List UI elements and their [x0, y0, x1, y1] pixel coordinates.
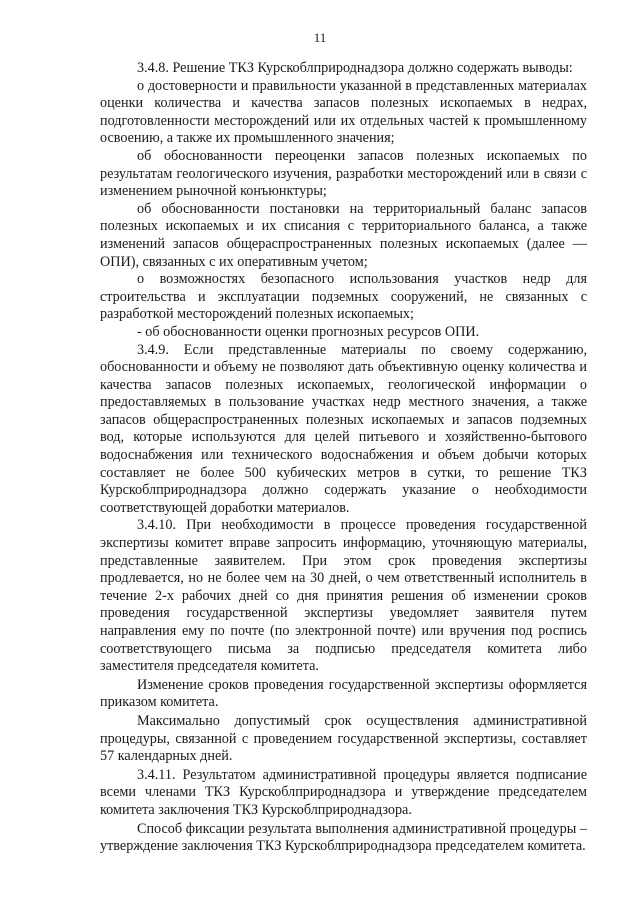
paragraph-3-4-11: 3.4.11. Результатом административной процедуры является подписание всеми членами ТКЗ Курскоблприроднадзора и утверждение председателем комитета заключения ТКЗ Курскоблприроднадзора.: [100, 766, 587, 818]
page-number: 11: [313, 30, 327, 45]
paragraph-conclusion-balance: об обоснованности постановки на территориальный баланс запасов полезных ископаемых и их списания с территориального баланса, а также изменений запасов общераспространенных полезных ископаемых (далее — ОПИ), связанных с их оперативным учетом;: [100, 200, 587, 270]
paragraph-3-4-9: 3.4.9. Если представленные материалы по своему содержанию, обоснованности и объему не позволяют дать объективную оценку количества и качества запасов полезных ископаемых, геологической информации о предоставляемых в пользование участках недр местного значения, а также запасов общераспространенных полезных ископаемых и запасов подземных вод, которые используются для целей питьевого и хозяйственно-бытового водоснабжения или технического водоснабжения и объем добычи которых составляет не более 500 кубических метров в сутки, то решение ТКЗ Курскоблприроднадзора должно содержать указание о необходимости соответствующей доработки материалов.: [100, 341, 587, 516]
paragraph-conclusion-reassessment: об обоснованности переоценки запасов полезных ископаемых по результатам геологического изучения, разработки месторождений или в связи с изменением рыночной конъюнктуры;: [100, 147, 587, 200]
paragraph-max-term: Максимально допустимый срок осуществления административной процедуры, связанной с проведением государственной экспертизы, составляет 57 календарных дней.: [100, 712, 587, 765]
paragraph-term-change: Изменение сроков проведения государственной экспертизы оформляется приказом комитета.: [100, 676, 587, 711]
paragraph-conclusion-forecast-resources: - об обоснованности оценки прогнозных ресурсов ОПИ.: [137, 323, 480, 340]
document-body: [100, 60, 587, 856]
paragraph-conclusion-reliability: о достоверности и правильности указанной в представленных материалах оценки количества и качества запасов полезных ископаемых в недрах, подготовленности месторождений или их отдельных частей к промышленному освоению, а также их промышленного значения;: [100, 77, 587, 147]
paragraph-conclusion-underground-use: о возможностях безопасного использования участков недр для строительства и эксплуатации подземных сооружений, не связанных с разработкой месторождений полезных ископаемых;: [100, 271, 587, 323]
paragraph-3-4-8: 3.4.8. Решение ТКЗ Курскоблприроднадзора должно содержать выводы:: [137, 60, 573, 76]
paragraph-fixation-method: Способ фиксации результата выполнения административной процедуры – утверждение заключения ТКЗ Курскоблприроднадзора председателем комитета.: [100, 820, 587, 855]
paragraph-3-4-10: 3.4.10. При необходимости в процессе проведения государственной экспертизы комитет вправе запросить информацию, уточняющую материалы, представленные заявителем. При этом срок проведения экспертизы продлевается, но не более чем на 30 дней, о чем ответственный исполнитель в течение 2-х рабочих дней со дня принятия решения об изменении сроков проведения государственной экспертизы уведомляет заявителя путем направления ему по почте (по электронной почте) или вручения под роспись соответствующего письма за подписью председателя комитета либо заместителя председателя комитета.: [100, 517, 587, 675]
